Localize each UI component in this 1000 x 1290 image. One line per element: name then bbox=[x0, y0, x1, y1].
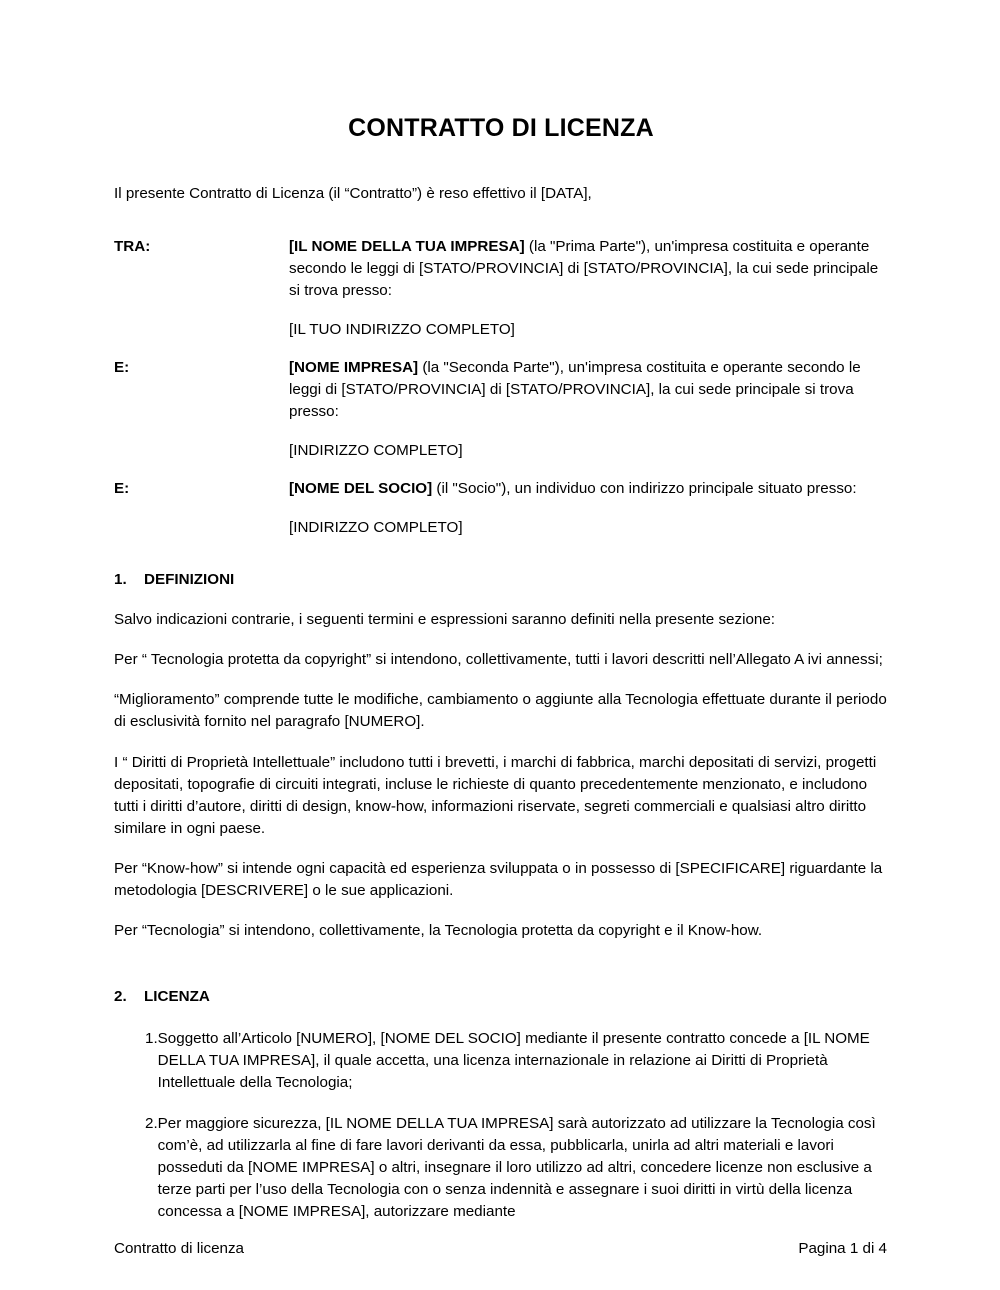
party-description-third bbox=[289, 478, 888, 500]
footer-page-number: Pagina 1 di 4 bbox=[798, 1240, 887, 1257]
parties-block bbox=[114, 205, 888, 539]
page-title: CONTRATTO DI LICENZA bbox=[348, 114, 654, 142]
party-description-first bbox=[289, 236, 888, 302]
definition-diritti-proprieta-intellettuale: I “ Diritti di Proprietà Intellettuale” includono tutti i brevetti, i marchi di fabbrica, marchi depositati di servizi, progetti depositati, topografie di circuiti integrati, incluse le richieste di quanto precedentemente menzionato, e includono tutti i diritti d’autore, diritti di design, know-how, informazioni riservate, segreti commerciali e qualsiasi altro diritto similare in ogni paese. bbox=[114, 753, 877, 837]
footer-document-name: Contratto di licenza bbox=[114, 1240, 245, 1257]
party-body-second bbox=[289, 357, 888, 462]
party-address-third: [INDIRIZZO COMPLETO] bbox=[289, 519, 463, 537]
intro-paragraph: Il presente Contratto di Licenza (il “Contratto”) è reso effettivo il [DATA], bbox=[114, 185, 592, 202]
section-heading-definizioni bbox=[114, 539, 888, 591]
list-item-text-2: Per maggiore sicurezza, [IL NOME DELLA TUA IMPRESA] sarà autorizzato ad utilizzare la Tecnologia così com’è, ad utilizzarla al fine di fare lavori derivanti da essa, pubblicarla, unirla ad altri materiali e lavori posseduti da [NOME IMPRESA] o altri, insegnare il loro utilizzo ad altri, concedere licenze non esclusive a terze parti per l’uso della Tecnologia con o senza indennità e assegnare i suoi diritti in virtù della licenza concessa a [NOME IMPRESA], autorizzare mediante bbox=[157, 1114, 876, 1220]
section-heading-licenza bbox=[114, 942, 888, 1008]
party-name-first: [IL NOME DELLA TUA IMPRESA] bbox=[289, 238, 525, 256]
list-item-marker-2: 2. bbox=[145, 1114, 158, 1132]
list-item-text-1: Soggetto all’Articolo [NUMERO], [NOME DEL SOCIO] mediante il presente contratto concede a [IL NOME DELLA TUA IMPRESA], il quale accetta, una licenza internazionale in relazione ai Diritti di Proprietà Intellettuale della Tecnologia; bbox=[157, 1029, 870, 1091]
party-label-tra: TRA: bbox=[114, 238, 151, 256]
section-number-1: 1. bbox=[114, 571, 127, 589]
party-row-third bbox=[114, 478, 888, 539]
list-item bbox=[114, 1113, 888, 1223]
party-label-e-third: E: bbox=[114, 480, 130, 498]
party-detail-third: (il "Socio"), un individuo con indirizzo principale situato presso: bbox=[432, 480, 857, 498]
party-detail-first: (la "Prima Parte"), un'impresa costituita e operante secondo le leggi di [STATO/PROVINCIA] di [STATO/PROVINCIA], la cui sede principale si trova presso: bbox=[289, 238, 879, 300]
definition-know-how: Per “Know-how” si intende ogni capacità ed esperienza sviluppata o in possesso di [SPECIFICARE] riguardante la metodologia [DESCRIVERE] o le sue applicazioni. bbox=[114, 859, 883, 899]
party-row-second bbox=[114, 357, 888, 462]
definition-miglioramento: “Miglioramento” comprende tutte le modifiche, cambiamento o aggiunte alla Tecnologia effettuate durante il periodo di esclusività fornito nel paragrafo [NUMERO]. bbox=[114, 691, 887, 731]
party-body-third bbox=[289, 478, 888, 539]
party-address-first: [IL TUO INDIRIZZO COMPLETO] bbox=[289, 321, 515, 339]
section-title-1: DEFINIZIONI bbox=[144, 571, 235, 589]
page-footer bbox=[114, 1238, 887, 1259]
definition-tecnologia-protetta: Per “ Tecnologia protetta da copyright” si intendono, collettivamente, tutti i lavori descritti nell’Allegato A ivi annessi; bbox=[114, 651, 883, 669]
party-label-e-second: E: bbox=[114, 359, 130, 377]
section-1-intro: Salvo indicazioni contrarie, i seguenti termini e espressioni saranno definiti nella presente sezione: bbox=[114, 611, 776, 629]
party-address-second: [INDIRIZZO COMPLETO] bbox=[289, 442, 463, 460]
party-name-third: [NOME DEL SOCIO] bbox=[289, 480, 433, 498]
party-detail-second: (la "Seconda Parte"), un'impresa costituita e operante secondo le leggi di [STATO/PROVINCIA] di [STATO/PROVINCIA], la cui sede principale si trova presso: bbox=[289, 359, 861, 421]
licenza-numbered-list bbox=[114, 1008, 888, 1223]
party-row-first bbox=[114, 236, 888, 341]
section-title-2: LICENZA bbox=[144, 987, 210, 1005]
party-body-first bbox=[289, 236, 888, 341]
definition-tecnologia: Per “Tecnologia” si intendono, collettivamente, la Tecnologia protetta da copyright e il Know-how. bbox=[114, 921, 763, 939]
list-item-marker-1: 1. bbox=[145, 1029, 158, 1047]
document-content bbox=[114, 0, 888, 1223]
party-name-second: [NOME IMPRESA] bbox=[289, 359, 419, 377]
list-item bbox=[114, 1028, 888, 1094]
section-number-2: 2. bbox=[114, 987, 127, 1005]
party-description-second bbox=[289, 357, 888, 423]
